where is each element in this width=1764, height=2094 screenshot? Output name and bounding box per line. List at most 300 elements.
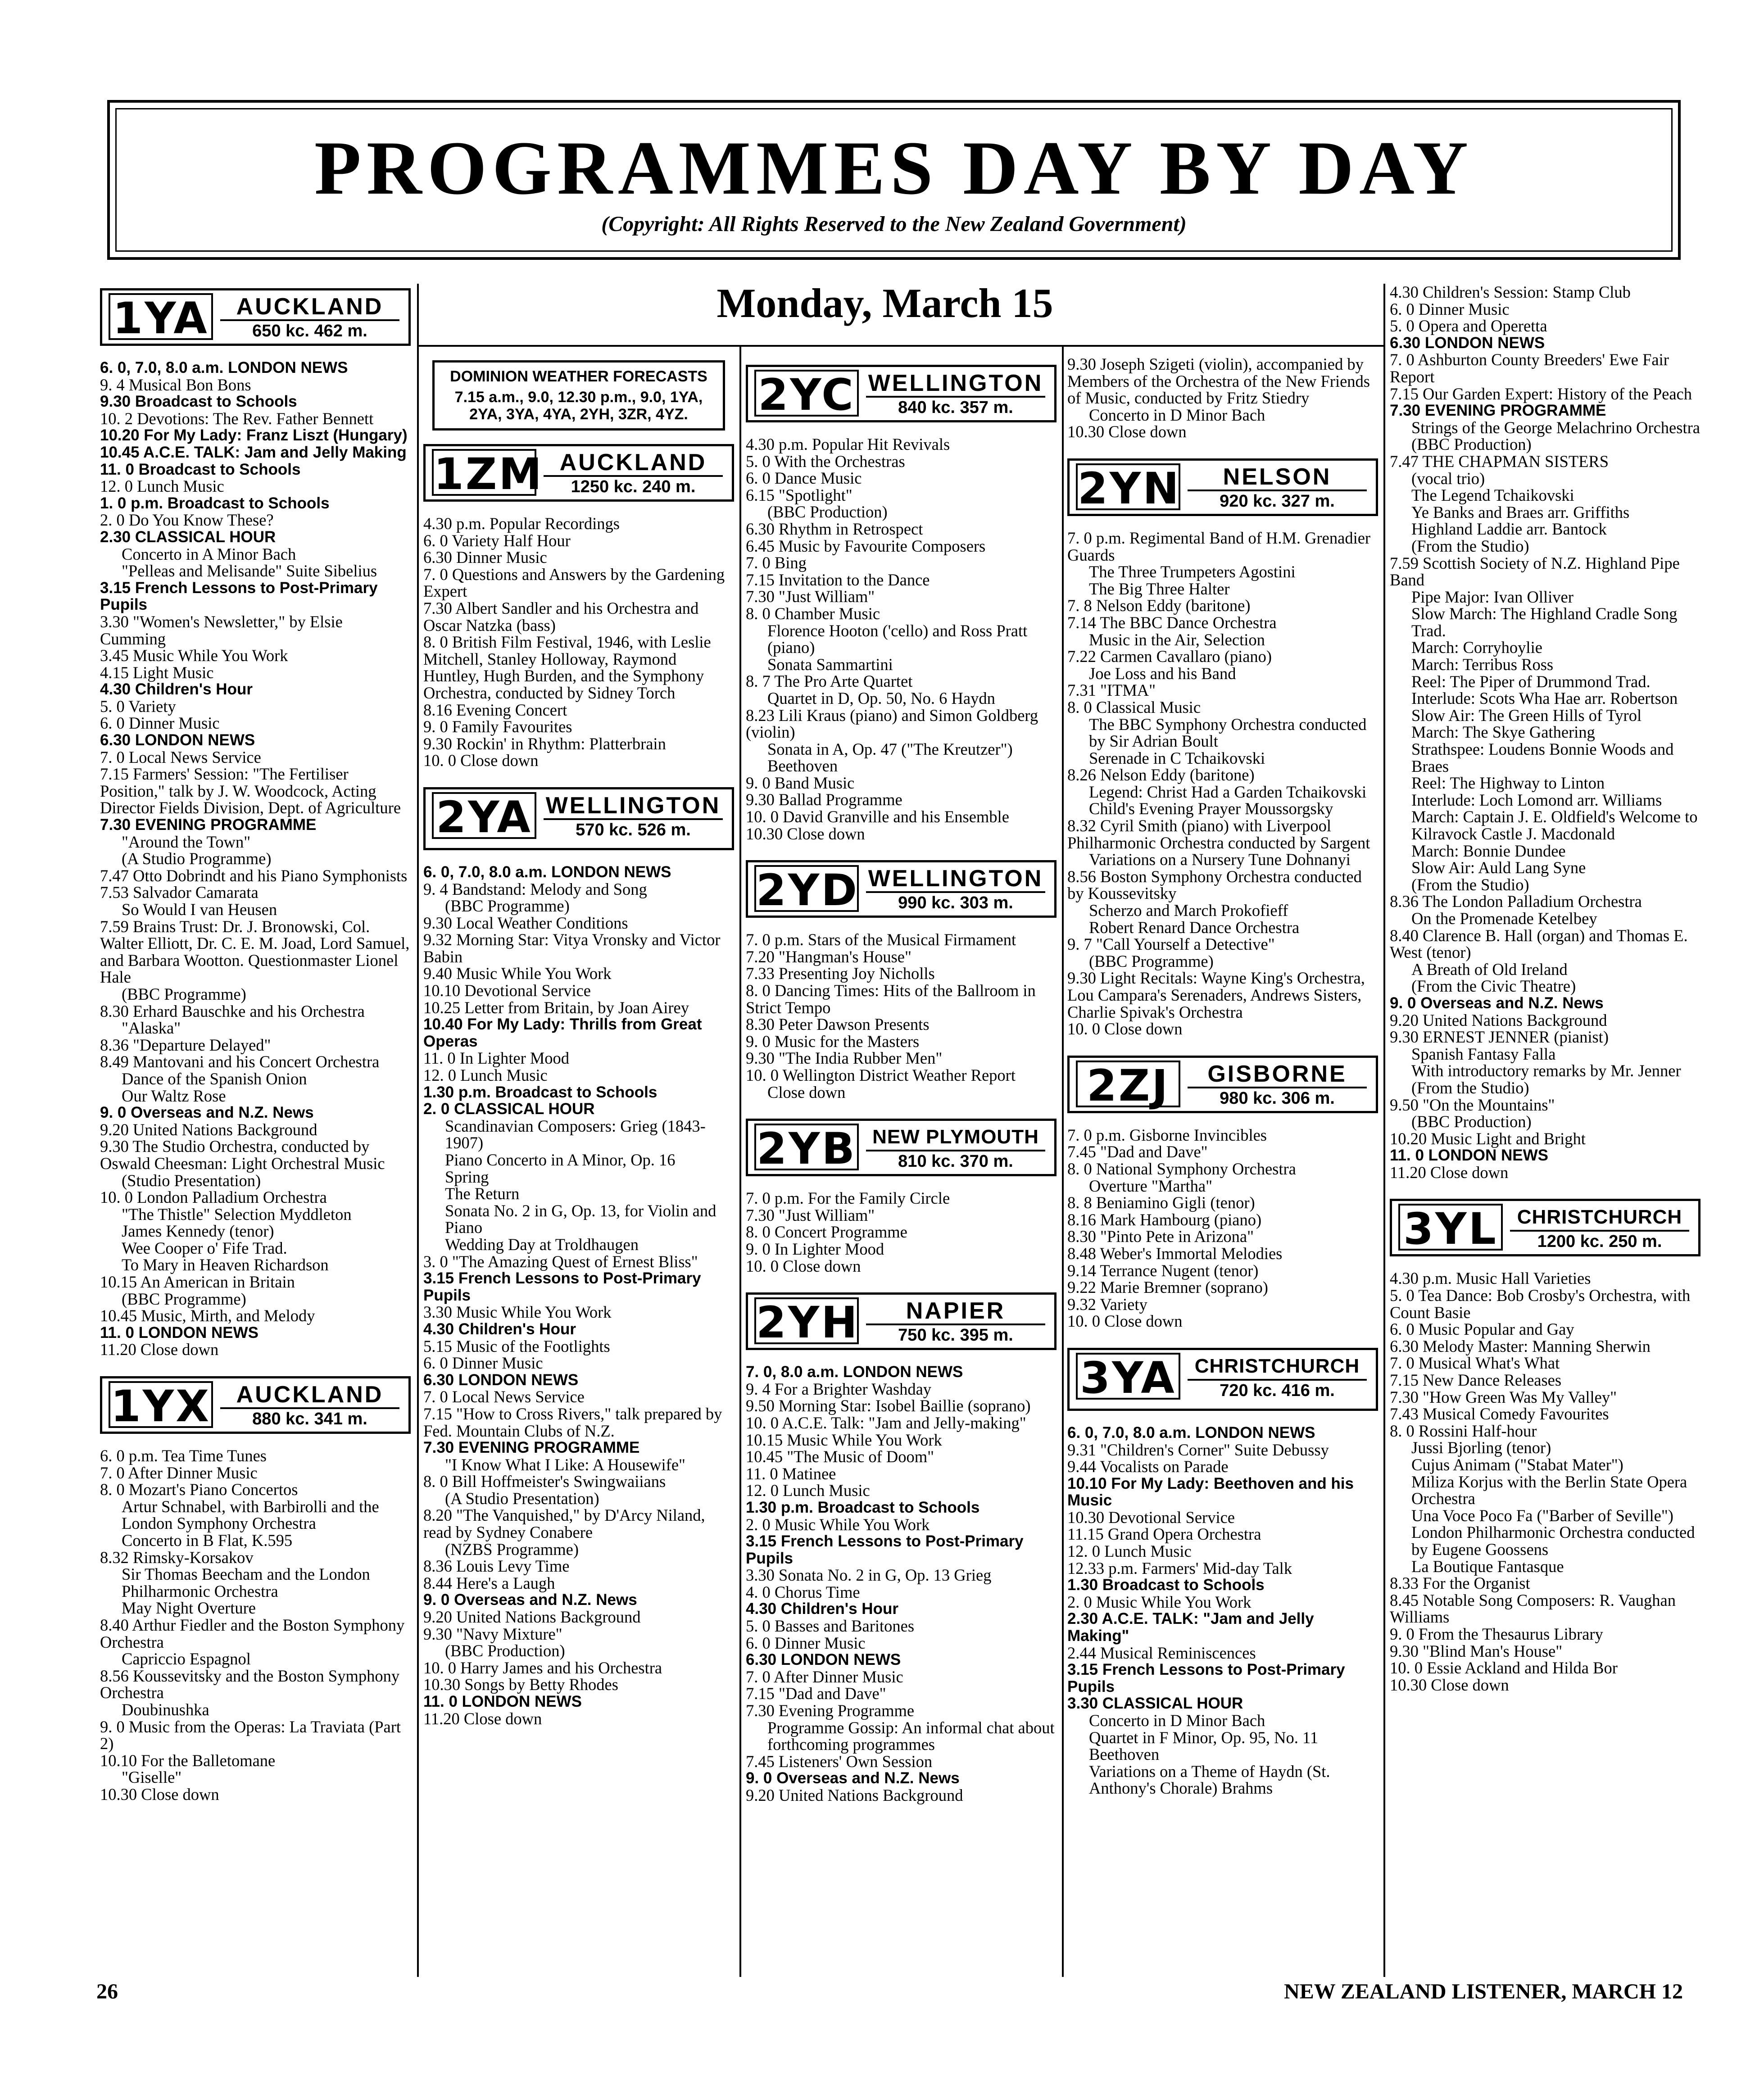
station-city: WELLINGTON bbox=[544, 793, 723, 820]
programme-entry: 8.48 Weber's Immortal Melodies bbox=[1067, 1244, 1283, 1263]
programme-entry: 7. 0 Ashburton County Breeders' Ewe Fair Report bbox=[1390, 350, 1669, 386]
programme-entry: 2. 0 Music While You Work bbox=[1067, 1592, 1252, 1611]
programme-entry: 8.44 Here's a Laugh bbox=[423, 1573, 555, 1592]
programme-entry: 8. 0 Chamber Music bbox=[746, 604, 880, 623]
programme-entry: 9.30 Ballad Programme bbox=[746, 790, 902, 809]
programme-entry: 7.47 Otto Dobrindt and his Piano Symphonists bbox=[100, 866, 408, 885]
programme-entry: 10. 0 Harry James and his Orchestra bbox=[423, 1658, 662, 1677]
programme-entry: Pipe Major: Ivan Olliver bbox=[1411, 587, 1574, 606]
station-city: NEW PLYMOUTH bbox=[866, 1124, 1045, 1151]
programme-entry: 7.14 The BBC Dance Orchestra bbox=[1067, 613, 1277, 632]
programme-entry: 7. 0 After Dinner Music bbox=[100, 1463, 258, 1482]
programme-entry: 3.45 Music While You Work bbox=[100, 646, 288, 665]
programme-entry: 7.45 Listeners' Own Session bbox=[746, 1752, 933, 1771]
programme-entry: 6. 0 Dinner Music bbox=[746, 1633, 866, 1652]
programme-entry: March: Corryhoylie bbox=[1411, 638, 1542, 657]
programme-list-2yn bbox=[1067, 530, 1378, 1038]
station-header-2yb bbox=[746, 1119, 1057, 1176]
programme-entry: 5. 0 Opera and Operetta bbox=[1390, 317, 1547, 335]
programme-entry: London Philharmonic Orchestra conducted by Eugene Goossens bbox=[1411, 1523, 1695, 1559]
programme-entry: 7. 0 After Dinner Music bbox=[746, 1667, 903, 1686]
station-frequency: 920 kc. 327 m. bbox=[1220, 491, 1335, 511]
programme-list-2yh bbox=[746, 1364, 1057, 1804]
programme-entry: 6. 0 Music Popular and Gay bbox=[1390, 1320, 1574, 1339]
programme-entry: 4.30 Children's Hour bbox=[746, 1600, 898, 1618]
programme-entry: 7.53 Salvador Camarata bbox=[100, 883, 258, 902]
programme-entry: 4.15 Light Music bbox=[100, 663, 214, 682]
column-rule bbox=[1383, 284, 1385, 1977]
station-city: NELSON bbox=[1188, 464, 1367, 491]
programme-entry: May Night Overture bbox=[122, 1599, 256, 1618]
programme-entry: The Legend Tchaikovski bbox=[1411, 486, 1574, 505]
programme-list-2yc bbox=[746, 436, 1057, 842]
station-city: WELLINGTON bbox=[866, 371, 1045, 398]
station-frequency: 650 kc. 462 m. bbox=[252, 322, 367, 340]
programme-entry: 1.30 p.m. Broadcast to Schools bbox=[423, 1083, 658, 1101]
programme-entry: 8. 0 Bill Hoffmeister's Swingwaiians bbox=[423, 1472, 666, 1491]
station-city: AUCKLAND bbox=[220, 294, 399, 321]
programme-entry: 10.30 Close down bbox=[746, 824, 865, 843]
programme-entry: (BBC Programme) bbox=[122, 984, 246, 1003]
programme-entry: Jussi Bjorling (tenor) bbox=[1411, 1438, 1551, 1457]
programme-entry: 5. 0 With the Orchestras bbox=[746, 452, 905, 471]
programme-entry: 8.32 Cyril Smith (piano) with Liverpool Philharmonic Orchestra conducted by Sargent bbox=[1067, 816, 1370, 852]
programme-entry: 6. 0 Dinner Music bbox=[423, 1354, 543, 1373]
station-header-3yl bbox=[1390, 1199, 1701, 1256]
programme-entry: 9.20 United Nations Background bbox=[100, 1120, 317, 1139]
programme-entry: 7. 0 p.m. Regimental Band of H.M. Grenadier Guards bbox=[1067, 528, 1371, 564]
programme-entry: 7.15 "How to Cross Rivers," talk prepared by Fed. Mountain Clubs of N.Z. bbox=[423, 1404, 722, 1440]
programme-entry: 9. 0 Band Music bbox=[746, 773, 855, 792]
programme-entry: Spanish Fantasy Falla bbox=[1411, 1044, 1556, 1063]
programme-entry: 10. 0 A.C.E. Talk: "Jam and Jelly-making" bbox=[746, 1413, 1026, 1432]
programme-entry: So Would I van Heusen bbox=[122, 900, 277, 919]
programme-entry: 9. 0 Music for the Masters bbox=[746, 1032, 920, 1051]
weather-forecast-box bbox=[432, 360, 725, 431]
weather-title: DOMINION WEATHER FORECASTS bbox=[450, 368, 707, 385]
programme-entry: 9.50 Morning Star: Isobel Baillie (soprano) bbox=[746, 1396, 1031, 1415]
programme-entry: Miliza Korjus with the Berlin State Opera Orchestra bbox=[1411, 1472, 1687, 1508]
programme-entry: 6. 0 Variety Half Hour bbox=[423, 531, 571, 550]
programme-list-3ya-continued bbox=[1390, 284, 1701, 1181]
programme-entry: 8.36 Louis Levy Time bbox=[423, 1557, 570, 1576]
programme-entry: 8.45 Notable Song Composers: R. Vaughan Williams bbox=[1390, 1591, 1676, 1627]
programme-entry: 10.10 For My Lady: Beethoven and his Music bbox=[1067, 1474, 1354, 1509]
programme-entry: 1.30 Broadcast to Schools bbox=[1067, 1576, 1265, 1594]
programme-entry: 8.40 Arthur Fiedler and the Boston Symphony Orchestra bbox=[100, 1615, 405, 1651]
programme-entry: 9.20 United Nations Background bbox=[423, 1608, 641, 1627]
programme-entry: (BBC Production) bbox=[767, 503, 888, 521]
programme-entry: 8.36 "Departure Delayed" bbox=[100, 1035, 271, 1054]
station-header-1zm bbox=[423, 444, 734, 502]
programme-entry: 6. 0 Dinner Music bbox=[1390, 299, 1510, 318]
programme-entry: 6. 0 p.m. Tea Time Tunes bbox=[100, 1446, 267, 1465]
programme-entry: The Return bbox=[445, 1184, 520, 1203]
station-city: CHRISTCHURCH bbox=[1510, 1205, 1689, 1232]
programme-entry: 7.59 Scottish Society of N.Z. Highland Pipe Band bbox=[1390, 553, 1680, 589]
programme-entry: 7.15 Our Garden Expert: History of the Peach bbox=[1390, 384, 1692, 403]
programme-entry: On the Promenade Ketelbey bbox=[1411, 909, 1597, 928]
programme-entry: (BBC Programme) bbox=[122, 1289, 246, 1308]
programme-entry: 8.30 "Pinto Pete in Arizona" bbox=[1067, 1227, 1254, 1246]
column-3 bbox=[746, 351, 1057, 1977]
programme-entry: 7. 0, 8.0 a.m. LONDON NEWS bbox=[746, 1363, 963, 1381]
programme-entry: 6. 0 Dinner Music bbox=[100, 714, 220, 733]
programme-entry: 9. 0 From the Thesaurus Library bbox=[1390, 1624, 1603, 1643]
programme-entry: 3.15 French Lessons to Post-Primary Pupils bbox=[100, 579, 378, 614]
programme-entry: Programme Gossip: An informal chat about forthcoming programmes bbox=[767, 1718, 1055, 1754]
programme-list-2zj bbox=[1067, 1127, 1378, 1330]
programme-entry: 6.45 Music by Favourite Composers bbox=[746, 536, 986, 555]
station-city: WELLINGTON bbox=[866, 866, 1045, 893]
programme-entry: 2.44 Musical Reminiscences bbox=[1067, 1643, 1256, 1662]
programme-entry: (BBC Production) bbox=[445, 1641, 565, 1660]
programme-entry: 7.43 Musical Comedy Favourites bbox=[1390, 1405, 1609, 1423]
programme-entry: 8.20 "The Vanquished," by D'Arcy Niland, read by Sydney Conabere bbox=[423, 1506, 705, 1542]
programme-entry: 10. 0 Close down bbox=[1067, 1312, 1183, 1331]
programme-entry: 9.30 Light Recitals: Wayne King's Orchestra, Lou Campara's Serenaders, Andrews Sisters, Charlie Spivak's Orchestra bbox=[1067, 969, 1365, 1021]
column-4 bbox=[1067, 351, 1378, 1977]
programme-entry: 11. 0 LONDON NEWS bbox=[423, 1693, 582, 1710]
programme-entry: 7.30 "Just William" bbox=[746, 587, 875, 606]
programme-entry: 9. 0 Overseas and N.Z. News bbox=[100, 1104, 314, 1122]
station-frequency: 750 kc. 395 m. bbox=[898, 1326, 1013, 1345]
programme-entry: 10. 0 Close down bbox=[423, 751, 539, 770]
programme-entry: 10.30 Close down bbox=[1390, 1675, 1509, 1694]
programme-entry: 3. 0 "The Amazing Quest of Ernest Bliss" bbox=[423, 1252, 698, 1271]
programme-entry: Slow Air: The Green Hills of Tyrol bbox=[1411, 706, 1642, 725]
programme-entry: 6.30 LONDON NEWS bbox=[100, 731, 255, 749]
programme-entry: A Breath of Old Ireland bbox=[1411, 960, 1568, 979]
programme-entry: 5. 0 Tea Dance: Bob Crosby's Orchestra, with Count Basie bbox=[1390, 1286, 1691, 1322]
station-header-2yc bbox=[746, 365, 1057, 422]
programme-entry: 10. 0 Close down bbox=[746, 1256, 861, 1275]
programme-entry: 6. 0 Dance Music bbox=[746, 469, 862, 488]
station-call: 1YX bbox=[109, 1381, 213, 1428]
programme-entry: 9. 7 "Call Yourself a Detective" bbox=[1067, 935, 1275, 954]
programme-entry: 12. 0 Lunch Music bbox=[1067, 1542, 1192, 1561]
programme-entry: 4.30 Children's Hour bbox=[100, 680, 253, 698]
programme-entry: Sonata No. 2 in G, Op. 13, for Violin and Piano bbox=[445, 1201, 716, 1237]
weather-times: 7.15 a.m., 9.0, 12.30 p.m., 9.0, 1YA, 2YA, 3YA, 4YA, 2YH, 3ZR, 4YZ. bbox=[454, 389, 703, 423]
programme-entry: 1.30 p.m. Broadcast to Schools bbox=[746, 1498, 980, 1516]
station-call: 2YH bbox=[754, 1297, 859, 1344]
programme-entry: Interlude: Scots Wha Hae arr. Robertson bbox=[1411, 689, 1678, 708]
programme-entry: 7.30 "How Green Was My Valley" bbox=[1390, 1387, 1617, 1406]
programme-entry: 9.40 Music While You Work bbox=[423, 964, 612, 983]
programme-entry: 9.30 "Blind Man's House" bbox=[1390, 1641, 1563, 1660]
station-frequency: 1200 kc. 250 m. bbox=[1537, 1232, 1662, 1251]
programme-entry: 6. 0, 7.0, 8.0 a.m. LONDON NEWS bbox=[1067, 1423, 1315, 1441]
programme-entry: 10.20 Music Light and Bright bbox=[1390, 1129, 1586, 1148]
programme-entry: (BBC Programme) bbox=[445, 897, 570, 916]
programme-entry: 2.30 CLASSICAL HOUR bbox=[100, 528, 276, 546]
programme-entry: 7. 0 Musical What's What bbox=[1390, 1354, 1560, 1373]
programme-entry: Quartet in F Minor, Op. 95, No. 11 Beethoven bbox=[1089, 1728, 1319, 1764]
date-heading: Monday, March 15 bbox=[716, 280, 1053, 326]
programme-entry: Sir Thomas Beecham and the London Philharmonic Orchestra bbox=[122, 1565, 370, 1600]
programme-entry: 8.32 Rimsky-Korsakov bbox=[100, 1548, 254, 1567]
programme-entry: 10.30 Devotional Service bbox=[1067, 1508, 1235, 1527]
programme-entry: 8. 0 Classical Music bbox=[1067, 698, 1201, 716]
station-header-1ya bbox=[100, 288, 411, 346]
programme-entry: 2. 0 CLASSICAL HOUR bbox=[423, 1100, 595, 1118]
programme-entry: 7.31 "ITMA" bbox=[1067, 681, 1156, 700]
programme-entry: With introductory remarks by Mr. Jenner bbox=[1411, 1061, 1681, 1080]
programme-entry: 6.30 Dinner Music bbox=[423, 548, 547, 567]
programme-entry: 7. 0 Local News Service bbox=[100, 748, 261, 766]
programme-entry: March: Bonnie Dundee bbox=[1411, 841, 1566, 860]
station-header-2zj bbox=[1067, 1056, 1378, 1113]
column-rule bbox=[1062, 347, 1064, 1977]
programme-entry: 10.10 For the Balletomane bbox=[100, 1751, 276, 1770]
programme-list-2yb bbox=[746, 1190, 1057, 1274]
programme-entry: 4.30 p.m. Popular Recordings bbox=[423, 514, 620, 533]
programme-entry: Our Waltz Rose bbox=[122, 1086, 226, 1105]
programme-entry: 7.15 "Dad and Dave" bbox=[746, 1684, 886, 1703]
programme-entry: 12. 0 Lunch Music bbox=[423, 1066, 548, 1085]
programme-entry: 12. 0 Lunch Music bbox=[746, 1481, 870, 1500]
date-rule bbox=[419, 345, 1383, 347]
programme-entry: Concerto in A Minor Bach bbox=[122, 544, 296, 563]
programme-entry: Spring bbox=[445, 1167, 489, 1186]
programme-entry: 8.16 Mark Hambourg (piano) bbox=[1067, 1210, 1262, 1229]
programme-entry: Artur Schnabel, with Barbirolli and the London Symphony Orchestra bbox=[122, 1497, 379, 1533]
programme-entry: Doubinushka bbox=[122, 1700, 209, 1719]
programme-entry: (BBC Production) bbox=[1411, 1112, 1532, 1131]
programme-entry: Cujus Animam ("Stabat Mater") bbox=[1411, 1455, 1623, 1474]
programme-entry: Piano Concerto in A Minor, Op. 16 bbox=[445, 1151, 676, 1169]
programme-entry: 10.10 Devotional Service bbox=[423, 981, 591, 1000]
programme-entry: 11. 0 Broadcast to Schools bbox=[100, 460, 301, 478]
station-call: 3YA bbox=[1076, 1353, 1180, 1400]
programme-entry: 9.14 Terrance Nugent (tenor) bbox=[1067, 1261, 1259, 1280]
programme-entry: Capriccio Espagnol bbox=[122, 1650, 251, 1668]
programme-entry: 7.33 Presenting Joy Nicholls bbox=[746, 964, 935, 983]
programme-entry: 11.15 Grand Opera Orchestra bbox=[1067, 1525, 1261, 1544]
programme-entry: The Three Trumpeters Agostini bbox=[1089, 562, 1296, 581]
programme-entry: 9.30 Broadcast to Schools bbox=[100, 393, 297, 411]
programme-entry: (Studio Presentation) bbox=[122, 1171, 261, 1190]
programme-entry: Strathspee: Loudens Bonnie Woods and Braes bbox=[1411, 740, 1674, 775]
page-number: 26 bbox=[96, 1980, 118, 2003]
programme-entry: Variations on a Nursery Tune Dohnanyi bbox=[1089, 850, 1351, 869]
programme-entry: 7.30 Evening Programme bbox=[746, 1701, 915, 1720]
programme-entry: 8.30 Erhard Bauschke and his Orchestra bbox=[100, 1002, 365, 1020]
programme-entry: Highland Laddie arr. Bantock bbox=[1411, 520, 1607, 539]
programme-list-1zm bbox=[423, 515, 734, 769]
programme-entry: 12. 0 Lunch Music bbox=[100, 477, 224, 496]
programme-entry: Slow Air: Auld Lang Syne bbox=[1411, 858, 1586, 877]
programme-entry: 11. 0 Matinee bbox=[746, 1464, 836, 1483]
programme-entry: 3.30 Sonata No. 2 in G, Op. 13 Grieg bbox=[746, 1566, 992, 1585]
programme-entry: 6.30 LONDON NEWS bbox=[1390, 334, 1545, 352]
programme-entry: 2. 0 Do You Know These? bbox=[100, 511, 274, 530]
programme-entry: 8.36 The London Palladium Orchestra bbox=[1390, 892, 1642, 911]
programme-entry: 3.30 "Women's Newsletter," by Elsie Cumming bbox=[100, 612, 343, 648]
programme-entry: 4.30 Children's Hour bbox=[423, 1320, 576, 1338]
programme-entry: 9.30 ERNEST JENNER (pianist) bbox=[1390, 1028, 1609, 1047]
programme-entry: 9. 0 Music from the Operas: La Traviata (Part 2) bbox=[100, 1717, 401, 1753]
programme-entry: Scherzo and March Prokofieff bbox=[1089, 901, 1288, 920]
title-banner bbox=[107, 100, 1681, 260]
programme-entry: Overture "Martha" bbox=[1089, 1176, 1213, 1195]
programme-entry: 8.56 Boston Symphony Orchestra conducted by Koussevitsky bbox=[1067, 867, 1362, 903]
column-2 bbox=[423, 351, 734, 1977]
station-call: 2YN bbox=[1076, 463, 1180, 510]
programme-entry: 7.30 EVENING PROGRAMME bbox=[1390, 402, 1606, 420]
programme-entry: Quartet in D, Op. 50, No. 6 Haydn bbox=[767, 689, 995, 707]
programme-entry: 9.22 Marie Bremner (soprano) bbox=[1067, 1278, 1268, 1297]
programme-entry: 6.15 "Spotlight" bbox=[746, 485, 853, 504]
programme-entry: 4.30 Children's Session: Stamp Club bbox=[1390, 283, 1631, 301]
programme-entry: "The Thistle" Selection Myddleton bbox=[122, 1205, 352, 1224]
programme-entry: 10.45 Music, Mirth, and Melody bbox=[100, 1306, 315, 1325]
programme-entry: 6.30 Rhythm in Retrospect bbox=[746, 519, 923, 538]
programme-entry: 7.47 THE CHAPMAN SISTERS bbox=[1390, 452, 1609, 471]
programme-entry: 7. 0 Bing bbox=[746, 553, 807, 572]
programme-entry: 3.30 Music While You Work bbox=[423, 1303, 612, 1322]
programme-entry: 9.30 The Studio Orchestra, conducted by Oswald Cheesman: Light Orchestral Music bbox=[100, 1137, 385, 1173]
programme-entry: 9.30 Local Weather Conditions bbox=[423, 913, 628, 932]
programme-entry: 9.20 United Nations Background bbox=[746, 1786, 963, 1804]
programme-entry: Slow March: The Highland Cradle Song Trad. bbox=[1411, 604, 1678, 640]
programme-entry: 9.44 Vocalists on Parade bbox=[1067, 1457, 1229, 1476]
station-call: 2YB bbox=[754, 1124, 859, 1170]
programme-list-3ya bbox=[1067, 1424, 1378, 1797]
station-frequency: 570 kc. 526 m. bbox=[576, 820, 691, 839]
programme-entry: 6.30 Melody Master: Manning Sherwin bbox=[1390, 1337, 1651, 1355]
programme-entry: Close down bbox=[767, 1083, 846, 1101]
programme-entry: 7.15 Farmers' Session: "The Fertiliser Position," talk by J. W. Woodcock, Acting Director Fields Division, Dept. of Agriculture bbox=[100, 765, 401, 817]
programme-entry: The Big Three Halter bbox=[1089, 579, 1230, 598]
programme-entry: (From the Civic Theatre) bbox=[1411, 977, 1576, 996]
programme-entry: 4. 0 Chorus Time bbox=[746, 1582, 860, 1601]
programme-entry: 5.15 Music of the Footlights bbox=[423, 1337, 610, 1355]
programme-entry: Una Voce Poco Fa ("Barber of Seville") bbox=[1411, 1506, 1673, 1525]
programme-entry: 9. 4 Musical Bon Bons bbox=[100, 375, 251, 394]
column-rule bbox=[417, 284, 419, 1977]
programme-entry: 9.32 Morning Star: Vitya Vronsky and Victor Babin bbox=[423, 930, 721, 966]
programme-entry: "Around the Town" bbox=[122, 832, 251, 851]
programme-entry: 10. 0 Essie Ackland and Hilda Bor bbox=[1390, 1659, 1618, 1677]
programme-entry: 9.30 Joseph Szigeti (violin), accompanied by Members of the Orchestra of the New Friends of Music, conducted by Fritz Stiedry bbox=[1067, 355, 1370, 408]
programme-entry: "Pelleas and Melisande" Suite Sibelius bbox=[122, 562, 377, 580]
publication-footer: NEW ZEALAND LISTENER, MARCH 12 bbox=[1284, 1980, 1683, 2003]
programme-entry: Child's Evening Prayer Moussorgsky bbox=[1089, 799, 1333, 818]
programme-entry: 9.50 "On the Mountains" bbox=[1390, 1095, 1555, 1114]
programme-entry: (vocal trio) bbox=[1411, 469, 1485, 488]
programme-entry: "Alaska" bbox=[122, 1019, 181, 1038]
copyright-notice: (Copyright: All Rights Reserved to the New Zealand Government) bbox=[601, 212, 1187, 236]
programme-entry: 8.40 Clarence B. Hall (organ) and Thomas E. West (tenor) bbox=[1390, 926, 1688, 962]
programme-entry: 4.30 p.m. Music Hall Varieties bbox=[1390, 1269, 1591, 1288]
programme-entry: 7.15 Invitation to the Dance bbox=[746, 570, 930, 589]
programme-entry: 7.30 EVENING PROGRAMME bbox=[423, 1439, 640, 1457]
station-frequency: 1250 kc. 240 m. bbox=[571, 477, 696, 496]
programme-entry: Joe Loss and his Band bbox=[1089, 664, 1236, 683]
programme-entry: (From the Studio) bbox=[1411, 1078, 1529, 1097]
programme-entry: 7. 0 Local News Service bbox=[423, 1387, 585, 1406]
programme-entry: 3.15 French Lessons to Post-Primary Pupils bbox=[423, 1269, 701, 1304]
programme-entry: 8.33 For the Organist bbox=[1390, 1574, 1530, 1593]
station-header-2yn bbox=[1067, 458, 1378, 516]
programme-entry: 2. 0 Music While You Work bbox=[746, 1515, 930, 1534]
programme-entry: Concerto in D Minor Bach bbox=[1089, 1711, 1265, 1730]
station-header-2yd bbox=[746, 860, 1057, 918]
station-frequency: 990 kc. 303 m. bbox=[898, 893, 1013, 913]
programme-entry: 10.45 "The Music of Doom" bbox=[746, 1447, 934, 1466]
programme-entry: 1. 0 p.m. Broadcast to Schools bbox=[100, 494, 330, 512]
programme-entry: 4.30 p.m. Popular Hit Revivals bbox=[746, 435, 950, 453]
programme-entry: 10. 0 London Palladium Orchestra bbox=[100, 1188, 327, 1207]
programme-entry: Florence Hooton ('cello) and Ross Pratt (piano) bbox=[767, 621, 1028, 657]
station-frequency: 810 kc. 370 m. bbox=[898, 1152, 1013, 1171]
programme-entry: 8. 0 British Film Festival, 1946, with Leslie Mitchell, Stanley Holloway, Raymond Huntley, Hugh Burden, and the Symphony Orchestra, conducted by Sidney Torch bbox=[423, 633, 711, 702]
programme-entry: (From the Studio) bbox=[1411, 536, 1529, 555]
programme-entry: 10.45 A.C.E. TALK: Jam and Jelly Making bbox=[100, 443, 407, 461]
programme-entry: 11. 0 In Lighter Mood bbox=[423, 1049, 570, 1068]
programme-entry: Ye Banks and Braes arr. Griffiths bbox=[1411, 503, 1630, 521]
programme-entry: (NZBS Programme) bbox=[445, 1540, 579, 1559]
programme-entry: 10.30 Close down bbox=[100, 1785, 219, 1804]
programme-entry: Reel: The Piper of Drummond Trad. bbox=[1411, 672, 1651, 691]
programme-entry: 7.30 Albert Sandler and his Orchestra and Oscar Natzka (bass) bbox=[423, 598, 699, 635]
programme-entry: 10. 0 David Granville and his Ensemble bbox=[746, 807, 1009, 826]
station-city: CHRISTCHURCH bbox=[1188, 1354, 1367, 1381]
station-call: 3YL bbox=[1398, 1204, 1503, 1251]
programme-entry: 7.30 "Just William" bbox=[746, 1206, 875, 1224]
station-city: AUCKLAND bbox=[544, 450, 723, 477]
station-frequency: 980 kc. 306 m. bbox=[1220, 1088, 1335, 1108]
programme-entry: 9. 0 Overseas and N.Z. News bbox=[423, 1591, 637, 1609]
programme-entry: 8.16 Evening Concert bbox=[423, 700, 567, 719]
programme-entry: 10.40 For My Lady: Thrills from Great Operas bbox=[423, 1015, 702, 1050]
programme-entry: Concerto in B Flat, K.595 bbox=[122, 1531, 293, 1550]
programme-entry: 7.30 EVENING PROGRAMME bbox=[100, 816, 317, 834]
column-1 bbox=[100, 284, 411, 1977]
station-header-2ya bbox=[423, 787, 734, 850]
programme-entry: 8.23 Lili Kraus (piano) and Simon Goldberg (violin) bbox=[746, 706, 1038, 742]
programme-entry: 11. 0 LONDON NEWS bbox=[100, 1323, 259, 1342]
programme-entry: March: Terribus Ross bbox=[1411, 655, 1554, 674]
programme-entry: Dance of the Spanish Onion bbox=[122, 1069, 307, 1088]
programme-entry: 12.33 p.m. Farmers' Mid-day Talk bbox=[1067, 1559, 1292, 1577]
programme-entry: "I Know What I Like: A Housewife" bbox=[445, 1455, 685, 1474]
programme-entry: The BBC Symphony Orchestra conducted by Sir Adrian Boult bbox=[1089, 715, 1367, 751]
programme-list-2ya bbox=[423, 864, 734, 1727]
station-header-3ya bbox=[1067, 1348, 1378, 1411]
programme-entry: 6. 0, 7.0, 8.0 a.m. LONDON NEWS bbox=[423, 863, 671, 881]
programme-entry: 7.59 Brains Trust: Dr. J. Bronowski, Col. Walter Elliott, Dr. C. E. M. Joad, Lord Samuel, and Barbara Wootton. Questionmaster Lionel Hale bbox=[100, 917, 410, 987]
programme-entry: 9.32 Variety bbox=[1067, 1295, 1147, 1314]
programme-entry: 8.49 Mantovani and his Concert Orchestra bbox=[100, 1052, 380, 1071]
programme-entry: 8. 0 Dancing Times: Hits of the Ballroom in Strict Tempo bbox=[746, 981, 1036, 1017]
programme-entry: 2.30 A.C.E. TALK: "Jam and Jelly Making" bbox=[1067, 1610, 1314, 1645]
programme-entry: Wee Cooper o' Fife Trad. bbox=[122, 1238, 287, 1257]
programme-entry: March: The Skye Gathering bbox=[1411, 723, 1595, 742]
programme-entry: 8. 8 Beniamino Gigli (tenor) bbox=[1067, 1193, 1255, 1212]
programme-entry: Strings of the George Melachrino Orchestra bbox=[1411, 418, 1700, 437]
station-call: 2YD bbox=[754, 865, 859, 912]
programme-entry: To Mary in Heaven Richardson bbox=[122, 1255, 329, 1274]
programme-entry: 7.45 "Dad and Dave" bbox=[1067, 1142, 1208, 1161]
programme-entry: 7. 8 Nelson Eddy (baritone) bbox=[1067, 596, 1251, 615]
programme-entry: Scandinavian Composers: Grieg (1843-1907) bbox=[445, 1116, 706, 1152]
programme-entry: 9. 0 Family Favourites bbox=[423, 717, 572, 736]
programme-entry: 11.20 Close down bbox=[1390, 1163, 1509, 1182]
programme-entry: 7. 0 p.m. Gisborne Invincibles bbox=[1067, 1125, 1267, 1144]
